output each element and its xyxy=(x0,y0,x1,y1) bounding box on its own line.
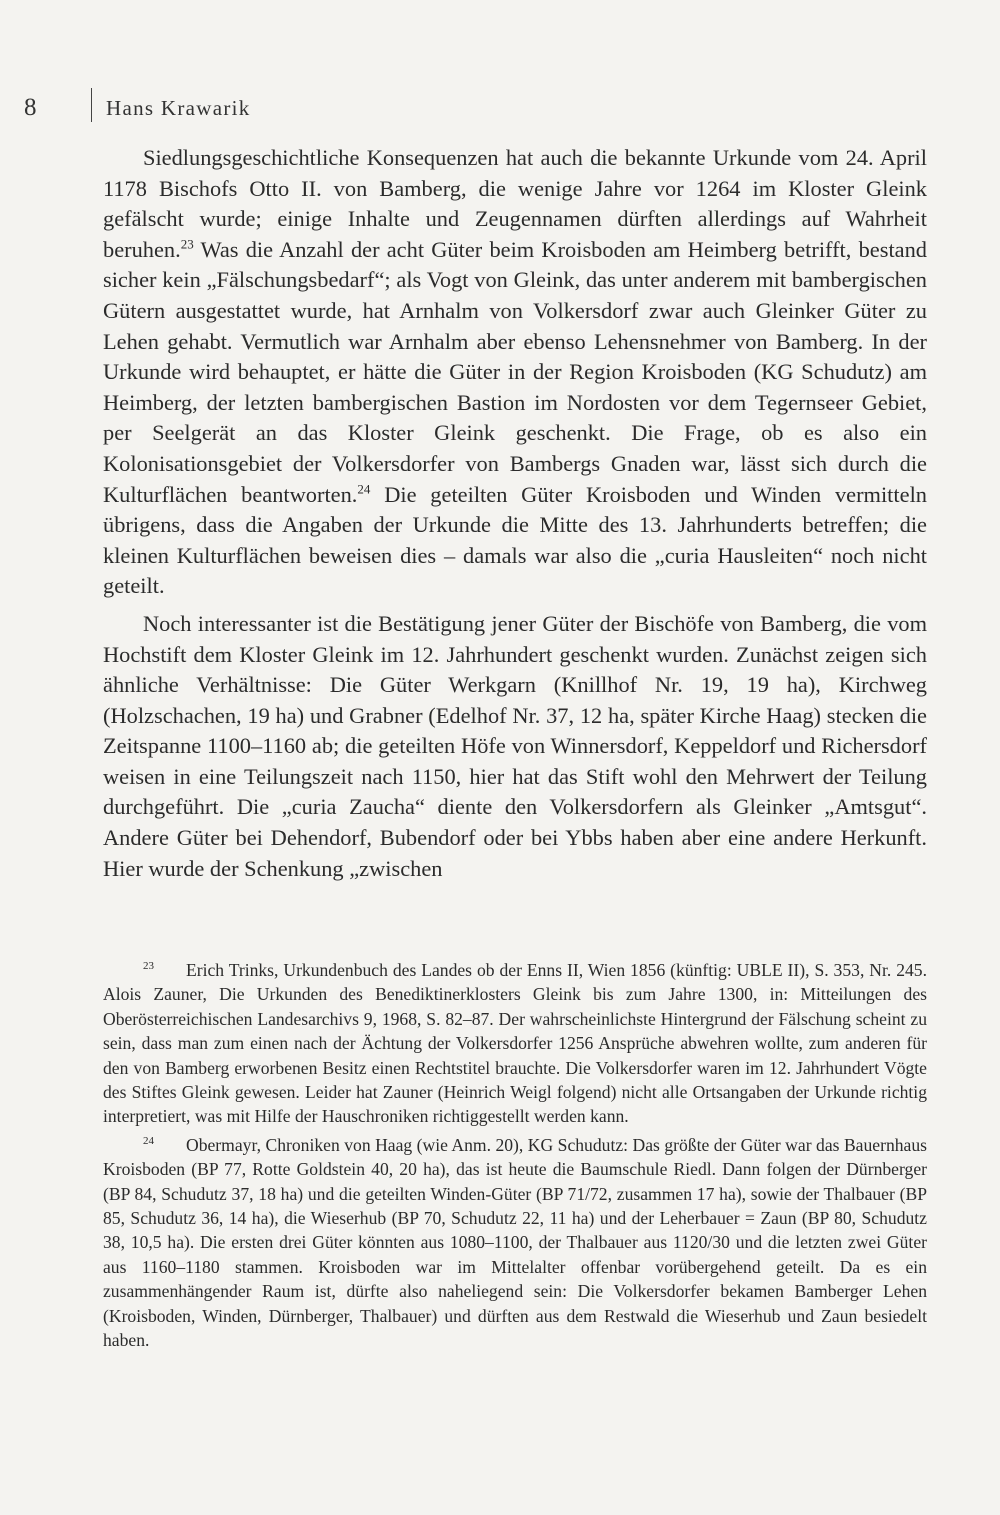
body-text xyxy=(103,143,927,891)
paragraph-1-part-2: Was die Anzahl der acht Güter beim Kroisboden am Heimberg betrifft, bestand sicher kein „Fälschungsbedarf“; als Vogt von Gleink, das unter anderem mit bambergischen Gütern ausgestattet wurde, hat Arnhalm von Volkersdorf zwar auch Gleinker Güter zu Lehen gehabt. Vermutlich war Arnhalm aber ebenso Lehensnehmer von Bamberg. In der Urkunde wird behauptet, er hätte die Güter in der Region Kroisboden (KG Schudutz) am Heimberg, der letzten bambergischen Bastion im Nordosten vor dem Tegernseer Gebiet, per Seelgerät an das Kloster Gleink geschenkt. Die Frage, ob es also ein Kolonisationsgebiet der Volkersdorfer von Bambergs Gnaden war, lässt sich durch die Kulturflächen beantworten. xyxy=(103,236,927,507)
footnote-ref-23[interactable]: 23 xyxy=(180,236,194,252)
paragraph-2: Noch interessanter ist die Bestätigung jener Güter der Bischöfe von Bamberg, die vom Hochstift dem Kloster Gleink im 12. Jahrhundert geschenkt wurden. Zunächst zeigen sich ähnliche Verhältnisse: Die Güter Werkgarn (Knillhof Nr. 19, 19 ha), Kirchweg (Holzschachen, 19 ha) und Grabner (Edelhof Nr. 37, 12 ha, später Kirche Haag) stecken die Zeitspanne 1100–1160 ab; die geteilten Höfe von Winnersdorf, Keppeldorf und Richersdorf weisen in eine Teilungszeit nach 1150, hier hat das Stift wohl den Mehrwert der Teilung durchgeführt. Die „curia Zaucha“ diente den Volkersdorfern als Gleinker „Amtsgut“. Andere Güter bei Dehendorf, Bubendorf oder bei Ybbs haben aber eine andere Herkunft. Hier wurde der Schenkung „zwischen xyxy=(103,610,927,881)
running-header xyxy=(0,88,1000,124)
footnotes xyxy=(103,958,927,1357)
paragraph-1-part-3: Die geteilten Güter Kroisboden und Winden vermitteln übrigens, dass die Angaben der Urkunde die Mitte des 13. Jahrhunderts betreffen; die kleinen Kulturflächen beweisen dies – damals war also die „curia Hausleiten“ noch nicht geteilt. xyxy=(103,481,927,599)
footnote-23: 23 Erich Trinks, Urkundenbuch des Landes ob der Enns II, Wien 1856 (künftig: UBLE II), S. 353, Nr. 245. Alois Zauner, Die Urkunden des Benediktinerklosters Gleink bis zum Jahre 1300, in: Mitteilungen des Oberösterreichischen Landesarchivs 9, 1968, S. 82–87. Der wahrscheinlichste Hintergrund der Fälschung scheint zu sein, dass man zum einen nach der Ächtung der Volkersdorfer 1256 Ansprüche abwehren wollte, zum anderen für den von Bamberg erworbenen Besitz einen Rechtstitel brauchte. Die Volkersdorfer waren im 12. Jahrhundert Vögte des Stiftes Gleink gewesen. Leider hat Zauner (Heinrich Weigl folgend) nicht alle Ortsangaben der Urkunde richtig interpretiert, was mit Hilfe der Hauschroniken richtiggestellt werden kann. xyxy=(103,960,927,1127)
paragraph-1-part-1: Siedlungsgeschichtliche Konsequenzen hat auch die bekannte Urkunde vom 24. April 1178 Bischofs Otto II. von Bamberg, die wenige Jahre vor 1264 im Kloster Gleink gefälscht wurde; einige Inhalte und Zeugennamen dürften allerdings auf Wahrheit beruhen. xyxy=(103,145,927,262)
footnote-text: Obermayr, Chroniken von Haag (wie Anm. 20), KG Schudutz: Das größte der Güter war das Bauernhaus Kroisboden (BP 77, Rotte Goldstein 40, 20 ha), das ist heute die Baumschule Riedl. Dann folgen der Dürnberger (BP 84, Schudutz 37, 18 ha) und die geteilten Winden-Güter (BP 71/72, zusammen 17 ha), sowie der Thalbauer (BP 85, Schudutz 36, 14 ha), die Wieserhub (BP 70, Schudutz 22, 11 ha) und der Leherbauer = Zaun (BP 80, Schudutz 38, 10,5 ha). Die ersten drei Güter könnten aus 1080–1100, der Thalbauer aus 1120/30 und die letzten zwei Güter aus 1160–1180 stammen. Kroisboden war im Mittelalter offenbar vorübergehend geteilt. Da es ein zusammenhängender Raum ist, dürfte also naheliegend sein: Die Volkersdorfer bekamen Bamberger Lehen (Kroisboden, Winden, Dürnberger, Thalbauer) und dürften aus dem Restwald die Wieserhub und Zaun besiedelt haben. xyxy=(103,1134,927,1351)
footnote-ref-24[interactable]: 24 xyxy=(357,481,371,497)
page-number: 8 xyxy=(24,94,37,121)
running-author: Hans Krawarik xyxy=(106,96,251,120)
header-divider xyxy=(91,88,92,122)
footnote-24: 24 Obermayr, Chroniken von Haag (wie Anm. 20), KG Schudutz: Das größte der Güter war das Bauernhaus Kroisboden (BP 77, Rotte Goldstein 40, 20 ha), das ist heute die Baumschule Riedl. Dann folgen der Dürnberger (BP 84, Schudutz 37, 18 ha) und die geteilten Winden-Güter (BP 71/72, zusammen 17 ha), sowie der Thalbauer (BP 85, Schudutz 36, 14 ha), die Wieserhub (BP 70, Schudutz 22, 11 ha) und der Leherbauer = Zaun (BP 80, Schudutz 38, 10,5 ha). Die ersten drei Güter könnten aus 1080–1100, der Thalbauer aus 1120/30 und die letzten zwei Güter aus 1160–1180 stammen. Kroisboden war im Mittelalter offenbar vorübergehend geteilt. Da es ein zusammenhängender Raum ist, dürfte also naheliegend sein: Die Volkersdorfer bekamen Bamberger Lehen (Kroisboden, Winden, Dürnberger, Thalbauer) und dürften aus dem Restwald die Wieserhub und Zaun besiedelt haben. xyxy=(103,1134,927,1351)
footnote-text: Erich Trinks, Urkundenbuch des Landes ob der Enns II, Wien 1856 (künftig: UBLE II), S. 353, Nr. 245. Alois Zauner, Die Urkunden des Benediktinerklosters Gleink bis zum Jahre 1300, in: Mitteilungen des Oberösterreichischen Landesarchivs 9, 1968, S. 82–87. Der wahrscheinlichste Hintergrund der Fälschung scheint zu sein, dass man zum einen nach der Ächtung der Volkersdorfer 1256 Ansprüche abwehren wollte, zum anderen für den von Bamberg erworbenen Besitz einen Rechtstitel brauchte. Die Volkersdorfer waren im 12. Jahrhundert Vögte des Stiftes Gleink gewesen. Leider hat Zauner (Heinrich Weigl folgend) nicht alle Ortsangaben der Urkunde richtig interpretiert, was mit Hilfe der Hauschroniken richtiggestellt werden kann. xyxy=(103,960,927,1127)
paragraph-1 xyxy=(103,143,927,602)
